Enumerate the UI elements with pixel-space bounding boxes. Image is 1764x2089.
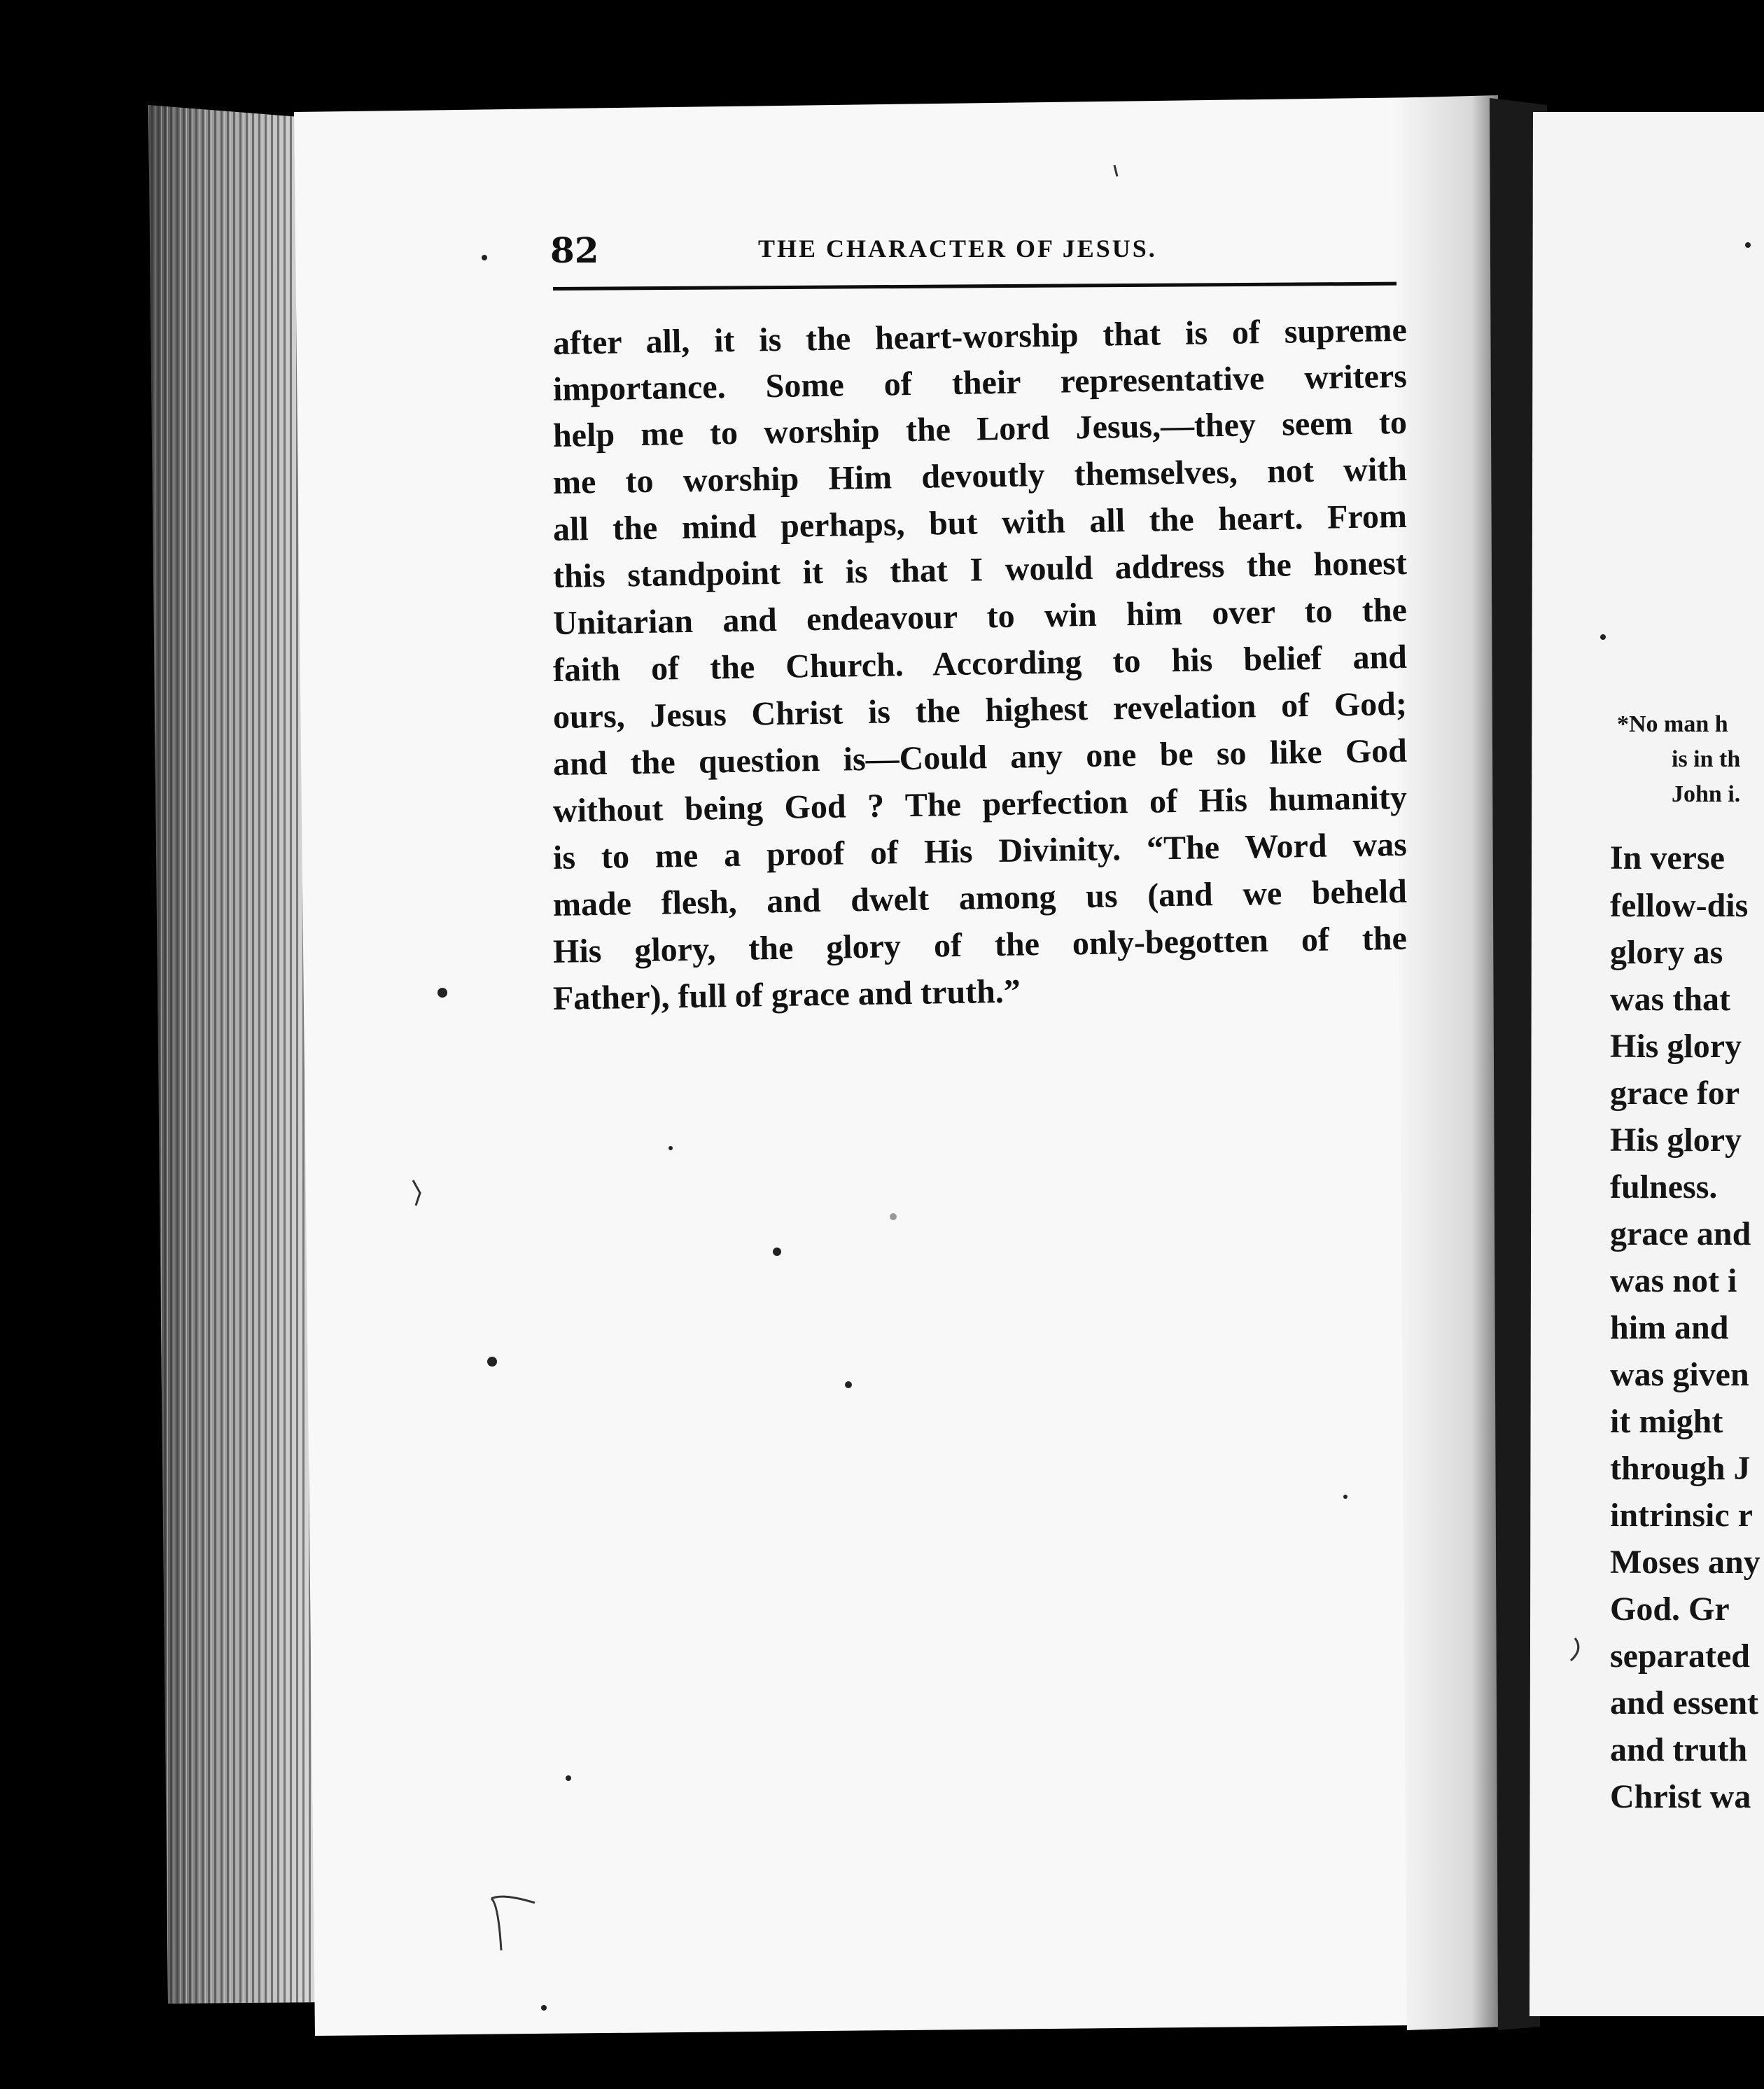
- body-line: ours, Jesus Christ is the highest revelation of God;: [552, 685, 1408, 736]
- body-line: Unitarian and endeavour to win him over to the: [552, 591, 1408, 642]
- right-body-line: was not i: [1610, 1262, 1737, 1299]
- body-line: His glory, the glory of the only-begotten of the: [552, 919, 1408, 970]
- body-line: after all, it is the heart-worship that is of supreme: [552, 311, 1408, 362]
- body-line: this standpoint it is that I would address the honest: [552, 544, 1408, 595]
- right-body-line: intrinsic r: [1610, 1497, 1753, 1534]
- right-body-line: glory as: [1610, 934, 1723, 971]
- right-body-line: His glory: [1610, 1122, 1742, 1159]
- body-line: without being God ? The perfection of His humanity: [552, 778, 1408, 830]
- body-line: and the question is—Could any one be so like God: [552, 732, 1408, 783]
- body-line: Father), full of grace and truth.”: [552, 972, 1021, 1017]
- right-body-line: and essent: [1610, 1684, 1759, 1721]
- footnote-line: *No man h: [1617, 711, 1728, 737]
- page-number: 82: [550, 230, 599, 271]
- body-line: me to worship Him devoutly themselves, not with: [552, 450, 1408, 501]
- footnote-line: is in th: [1672, 746, 1741, 772]
- body-line: help me to worship the Lord Jesus,—they seem to: [552, 403, 1408, 454]
- right-body-line: was that: [1610, 981, 1731, 1018]
- body-line: made flesh, and dwelt among us (and we beheld: [552, 872, 1408, 923]
- right-body-line: him and: [1610, 1309, 1729, 1346]
- right-body-line: His glory: [1610, 1028, 1742, 1065]
- body-line: importance. Some of their representative writers: [552, 357, 1408, 408]
- right-body-line: separated: [1610, 1637, 1750, 1675]
- footnote-line: John i.: [1672, 781, 1741, 807]
- right-body-line: fulness.: [1610, 1168, 1718, 1206]
- running-head: THE CHARACTER OF JESUS.: [758, 235, 1157, 263]
- right-body-line: Christ wa: [1610, 1778, 1751, 1815]
- right-body-line: through J: [1610, 1450, 1751, 1487]
- right-body-line: Moses any: [1610, 1544, 1760, 1581]
- body-line: all the mind perhaps, but with all the heart. From: [552, 497, 1408, 548]
- body-line: is to me a proof of His Divinity. “The Word was: [552, 825, 1408, 876]
- body-line: faith of the Church. According to his belief and: [552, 638, 1408, 689]
- right-body-line: grace and: [1610, 1215, 1751, 1252]
- right-body-line: grace for: [1610, 1075, 1740, 1112]
- right-body-line: it might: [1610, 1403, 1723, 1440]
- right-body-line: God. Gr: [1610, 1591, 1730, 1628]
- right-body-line: In verse: [1610, 839, 1725, 876]
- right-body-line: was given: [1610, 1356, 1749, 1393]
- right-body-line: and truth: [1610, 1731, 1748, 1768]
- right-body-line: fellow-dis: [1610, 887, 1749, 924]
